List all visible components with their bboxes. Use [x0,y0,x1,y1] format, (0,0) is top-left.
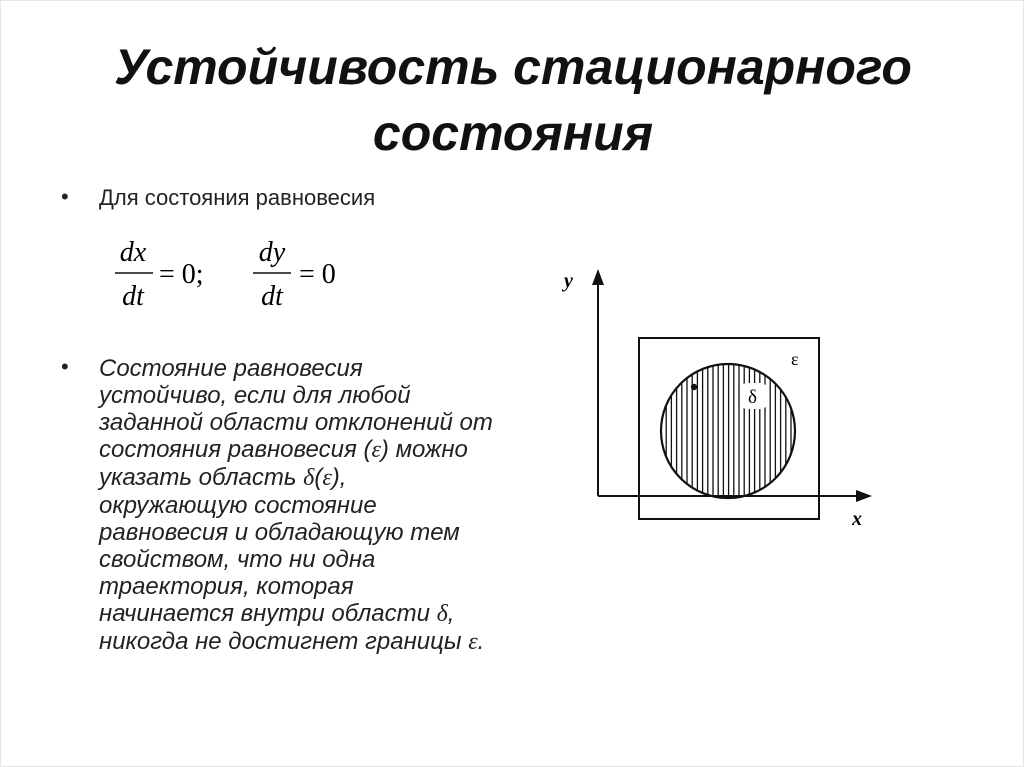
x-axis-arrow [856,490,872,502]
definition-line-7: равновесия и обладающую тем [99,519,460,546]
delta-label: δ [748,387,757,408]
formula-dt-1: dt [122,281,144,312]
definition-line-2: устойчиво, если для любой [99,382,411,409]
delta-hatching [661,361,791,501]
formula-dx: dx [119,237,147,268]
definition-line-8: свойством, что ни одна [99,546,376,573]
formula-dy: dy [258,237,286,268]
bullet-marker-1: • [61,184,69,209]
slide-title-line-1: Устойчивость стационарного [114,39,912,95]
x-axis-label: x [852,508,862,530]
stability-definition [99,355,567,656]
definition-line-6: окружающую состояние [99,492,377,519]
definition-line-1: Состояние равновесия [99,355,363,382]
equilibrium-formula [111,233,371,313]
y-axis-arrow [592,269,604,285]
formula-dt-2: dt [261,281,283,312]
initial-point [691,384,697,390]
definition-line-11: никогда не достигнет границы ε. [99,628,485,655]
bullet-equilibrium-text: Для состояния равновесия [99,185,376,210]
formula-rhs-1: = 0; [159,259,204,290]
slide-title-line-2: состояния [372,105,654,161]
definition-line-10: начинается внутри области δ, [99,600,455,627]
definition-line-5: указать область δ(ε), [99,464,347,491]
definition-line-4: состояния равновесия (ε) можно [99,436,468,463]
bullet-marker-2: • [61,354,69,379]
epsilon-label: ε [791,349,799,369]
stability-diagram [556,261,886,536]
definition-line-9: траектория, которая [99,573,354,600]
y-axis-label: y [564,270,573,292]
definition-line-3: заданной области отклонений от [99,409,493,436]
formula-rhs-2: = 0 [299,259,336,290]
